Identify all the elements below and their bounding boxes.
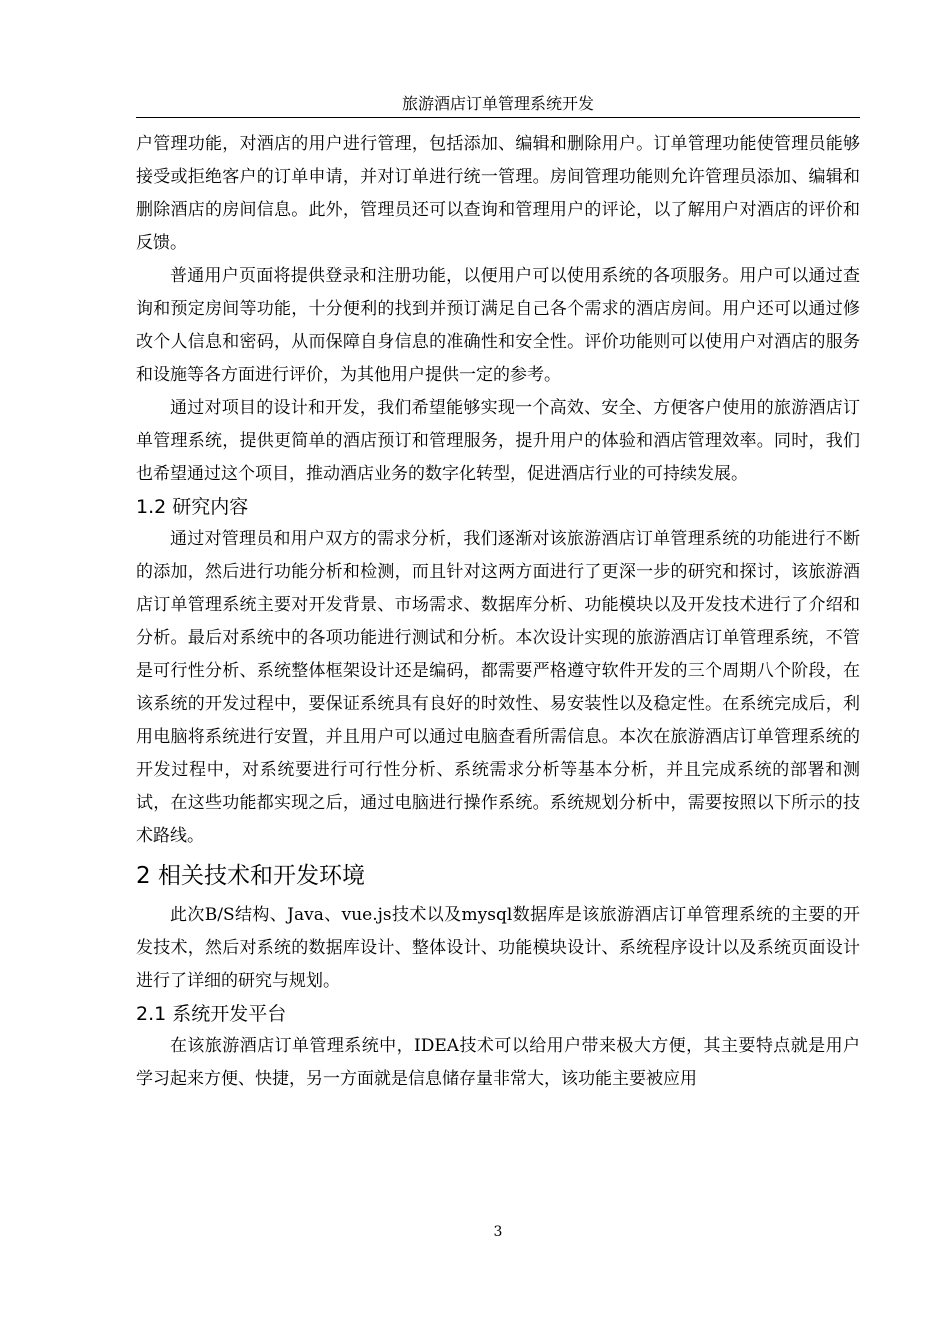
page-number: 3 xyxy=(493,1224,503,1240)
paragraph-research-content: 通过对管理员和用户双方的需求分析，我们逐渐对该旅游酒店订单管理系统的功能进行不断的添加，然后进行功能分析和检测，而且针对这两方面进行了更深一步的研究和探讨，该旅游酒店订单管理系统主要对开发背景、市场需求、数据库分析、功能模块以及开发技术进行了介绍和分析。最后对系统中的各项功能进行测试和分析。本次设计实现的旅游酒店订单管理系统，不管是可行性分析、系统整体框架设计还是编码，都需要严格遵守软件开发的三个周期八个阶段，在该系统的开发过程中，要保证系统具有良好的时效性、易安装性以及稳定性。在系统完成后，利用电脑将系统进行安置，并且用户可以通过电脑查看所需信息。本次在旅游酒店订单管理系统的开发过程中，对系统要进行可行性分析、系统需求分析等基本分析，并且完成系统的部署和测试，在这些功能都实现之后，通过电脑进行操作系统。系统规划分析中，需要按照以下所示的技术路线。 xyxy=(136,529,860,846)
paragraph-project-goal: 通过对项目的设计和开发，我们希望能够实现一个高效、安全、方便客户使用的旅游酒店订单管理系统，提供更简单的酒店预订和管理服务，提升用户的体验和酒店管理效率。同时，我们也希望通过这个项目，推动酒店业务的数字化转型，促进酒店行业的可持续发展。 xyxy=(136,398,860,484)
document-body xyxy=(136,128,860,1096)
section-heading-2-1: 2.1 系统开发平台 xyxy=(136,1003,287,1025)
chapter-heading-2: 2 相关技术和开发环境 xyxy=(136,863,365,889)
header-rule xyxy=(136,117,860,118)
paragraph-tech-overview: 此次B/S结构、Java、vue.js技术以及mysql数据库是该旅游酒店订单管理系统的主要的开发技术，然后对系统的数据库设计、整体设计、功能模块设计、系统程序设计以及系统页面设计进行了详细的研究与规划。 xyxy=(136,905,860,991)
paragraph-dev-platform: 在该旅游酒店订单管理系统中，IDEA技术可以给用户带来极大方便，其主要特点就是用户学习起来方便、快捷，另一方面就是信息储存量非常大，该功能主要被应用 xyxy=(136,1036,860,1089)
paragraph-user-page: 普通用户页面将提供登录和注册功能，以便用户可以使用系统的各项服务。用户可以通过查询和预定房间等功能，十分便利的找到并预订满足自己各个需求的酒店房间。用户还可以通过修改个人信息和密码，从而保障自身信息的准确性和安全性。评价功能则可以使用户对酒店的服务和设施等各方面进行评价，为其他用户提供一定的参考。 xyxy=(136,266,860,385)
paragraph-continuation: 户管理功能，对酒店的用户进行管理，包括添加、编辑和删除用户。订单管理功能使管理员能够接受或拒绝客户的订单申请，并对订单进行统一管理。房间管理功能则允许管理员添加、编辑和删除酒店的房间信息。此外，管理员还可以查询和管理用户的评论，以了解用户对酒店的评价和反馈。 xyxy=(136,134,860,253)
section-heading-1-2: 1.2 研究内容 xyxy=(136,496,249,518)
running-header: 旅游酒店订单管理系统开发 xyxy=(401,94,594,113)
